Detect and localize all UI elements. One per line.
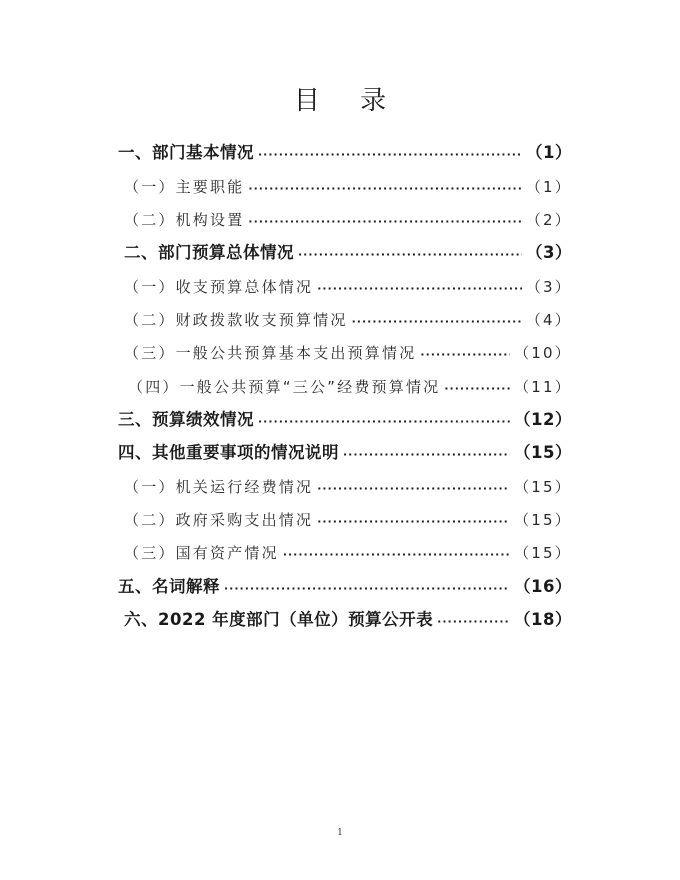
toc-entry-label: （二）机构设置 bbox=[124, 211, 245, 229]
toc-entry-page: （16） bbox=[514, 577, 572, 596]
leader-dots bbox=[420, 343, 510, 367]
toc-entry-label: （三）国有资产情况 bbox=[124, 544, 279, 562]
leader-dots bbox=[248, 210, 521, 234]
toc-entry-page: （1） bbox=[525, 178, 572, 196]
toc-entry-page: （10） bbox=[514, 344, 572, 362]
toc-entry-label: （二）财政拨款收支预算情况 bbox=[124, 311, 348, 329]
toc-entry-page: （15） bbox=[514, 443, 572, 462]
toc-entry-page: （15） bbox=[514, 544, 572, 562]
leader-dots bbox=[352, 310, 522, 334]
toc-entry[interactable] bbox=[124, 241, 572, 265]
toc-entry-label: （一）收支预算总体情况 bbox=[124, 278, 314, 296]
toc-entry-label: 五、名词解释 bbox=[118, 577, 220, 596]
toc-entry[interactable] bbox=[124, 275, 572, 299]
toc-entry-label: （一）机关运行经费情况 bbox=[124, 478, 314, 496]
toc-entry[interactable] bbox=[124, 608, 572, 632]
leader-dots bbox=[317, 510, 510, 534]
leader-dots bbox=[258, 410, 510, 434]
toc-entry-page: （12） bbox=[514, 410, 572, 429]
leader-dots bbox=[258, 143, 522, 167]
toc-entry-page: （1） bbox=[526, 143, 572, 162]
leader-dots bbox=[224, 577, 510, 601]
toc-entry-page: （15） bbox=[514, 511, 572, 529]
toc-entry-label: 一、部门基本情况 bbox=[118, 143, 254, 162]
leader-dots bbox=[248, 177, 521, 201]
leader-dots bbox=[317, 477, 510, 501]
leader-dots bbox=[437, 610, 510, 634]
toc-entry-label: （二）政府采购支出情况 bbox=[124, 511, 314, 529]
leader-dots bbox=[298, 243, 522, 267]
toc-entry-label: （一）主要职能 bbox=[124, 178, 245, 196]
toc-entry[interactable] bbox=[118, 441, 572, 465]
toc-entry-page: （15） bbox=[514, 478, 572, 496]
toc-entry[interactable] bbox=[118, 408, 572, 432]
page-number: 1 bbox=[337, 828, 343, 838]
toc-entry[interactable] bbox=[124, 208, 572, 232]
toc-entry-label: 四、其他重要事项的情况说明 bbox=[118, 443, 339, 462]
toc-entry-label: 三、预算绩效情况 bbox=[118, 410, 254, 429]
leader-dots bbox=[343, 443, 510, 467]
leader-dots bbox=[283, 543, 510, 567]
toc-entry-label: （四）一般公共预算“三公”经费预算情况 bbox=[128, 378, 441, 396]
toc-entry[interactable] bbox=[128, 375, 572, 399]
toc-entry-page: （3） bbox=[526, 243, 572, 262]
toc-entry[interactable] bbox=[124, 175, 572, 199]
toc-entry-label: 二、部门预算总体情况 bbox=[124, 243, 294, 262]
toc-entry[interactable] bbox=[118, 141, 572, 165]
toc-entry[interactable] bbox=[124, 508, 572, 532]
toc-entry[interactable] bbox=[124, 308, 572, 332]
leader-dots bbox=[317, 277, 522, 301]
toc-title: 目 录 bbox=[293, 86, 403, 116]
toc-entry-page: （2） bbox=[525, 211, 572, 229]
leader-dots bbox=[444, 377, 510, 401]
toc-entry-page: （11） bbox=[514, 378, 572, 396]
toc-entry-label: （三）一般公共预算基本支出预算情况 bbox=[124, 344, 417, 362]
toc-entry[interactable] bbox=[124, 541, 572, 565]
toc-entry[interactable] bbox=[118, 575, 572, 599]
toc-entry[interactable] bbox=[124, 475, 572, 499]
toc-entry-page: （3） bbox=[525, 278, 572, 296]
toc-entry-label: 六、2022 年度部门（单位）预算公开表 bbox=[124, 610, 434, 629]
toc-entry-page: （18） bbox=[514, 610, 572, 629]
toc-entry-page: （4） bbox=[525, 311, 572, 329]
toc-entry[interactable] bbox=[124, 341, 572, 365]
